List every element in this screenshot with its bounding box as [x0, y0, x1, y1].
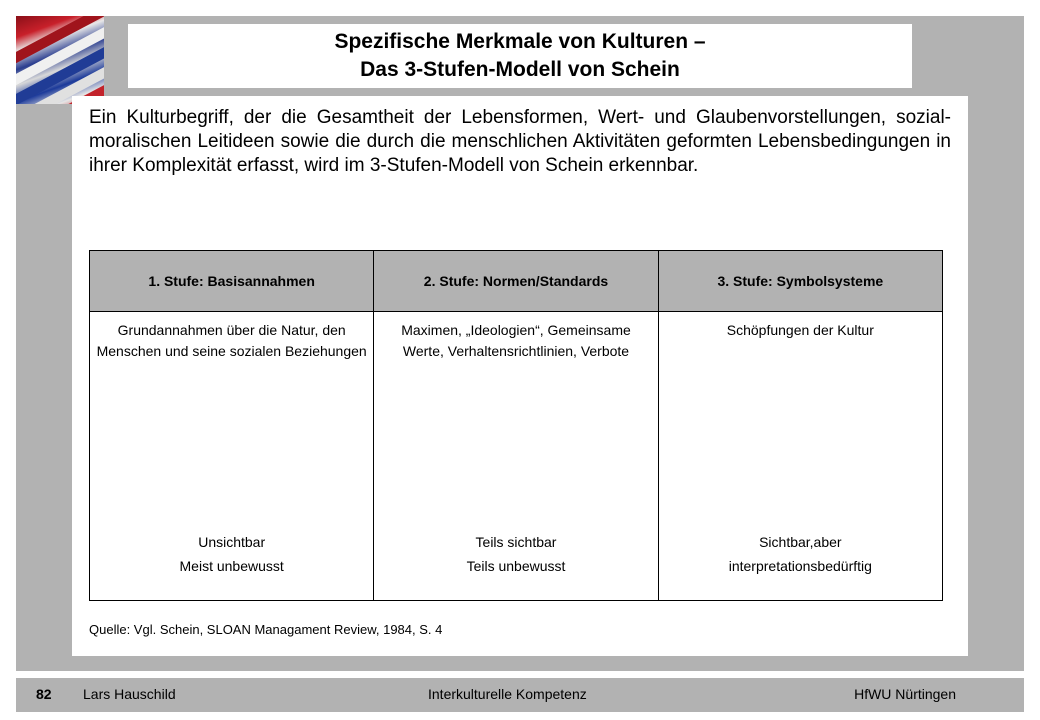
stage-1-visibility-line-2: Meist unbewusst	[179, 558, 284, 574]
table-row	[90, 312, 943, 601]
table-header-row	[90, 251, 943, 312]
footer-course: Interkulturelle Kompetenz	[428, 686, 587, 702]
stage-2-visibility-line-1: Teils sichtbar	[475, 534, 557, 550]
stage-2-visibility-line-2: Teils unbewusst	[466, 558, 566, 574]
stage-1-visibility-line-1: Unsichtbar	[198, 534, 266, 550]
stage-3-visibility	[659, 530, 942, 578]
intro-paragraph: Ein Kulturbegriff, der die Gesamtheit der Lebensformen, Wert- und Glaubenvorstellungen, sozial-moralischen Leitideen sowie die durch die menschlichen Aktivitäten geformten Lebensbedingungen in ihrer Komplexität erfasst, wird im 3-Stufen-Modell von Schein erkennbar.	[89, 107, 951, 176]
stage-3-cell	[658, 312, 942, 601]
stage-3-description: Schöpfungen der Kultur	[726, 322, 874, 338]
content-area	[72, 96, 968, 656]
title-line-1: Spezifische Merkmale von Kulturen –	[334, 30, 706, 53]
slide-footer	[16, 678, 1024, 712]
footer-author: Lars Hauschild	[83, 686, 176, 702]
stage-3-visibility-line-1: Sichtbar,aber	[759, 534, 842, 550]
stage-1-description: Grundannahmen über die Natur, den Menschen und seine sozialen Beziehungen	[96, 322, 367, 359]
stage-2-cell	[374, 312, 658, 601]
title-line-2: Das 3-Stufen-Modell von Schein	[360, 58, 680, 81]
header-stage-2: 2. Stufe: Normen/Standards	[374, 251, 658, 312]
source-citation: Quelle: Vgl. Schein, SLOAN Managament Review, 1984, S. 4	[89, 622, 443, 637]
stage-3-visibility-line-2: interpretationsbedürftig	[728, 558, 872, 574]
stage-1-visibility	[90, 530, 373, 578]
stage-1-cell	[90, 312, 374, 601]
stages-table	[89, 250, 943, 601]
stage-2-description: Maximen, „Ideologien“, Gemeinsame Werte, Verhaltensrichtlinien, Verbote	[401, 322, 631, 359]
page-number: 82	[36, 686, 52, 702]
eu-flags-image	[16, 16, 104, 104]
slide-title	[128, 24, 912, 88]
footer-institution: HfWU Nürtingen	[854, 686, 956, 702]
header-stage-1: 1. Stufe: Basisannahmen	[90, 251, 374, 312]
stage-2-visibility	[374, 530, 657, 578]
header-stage-3: 3. Stufe: Symbolsysteme	[658, 251, 942, 312]
